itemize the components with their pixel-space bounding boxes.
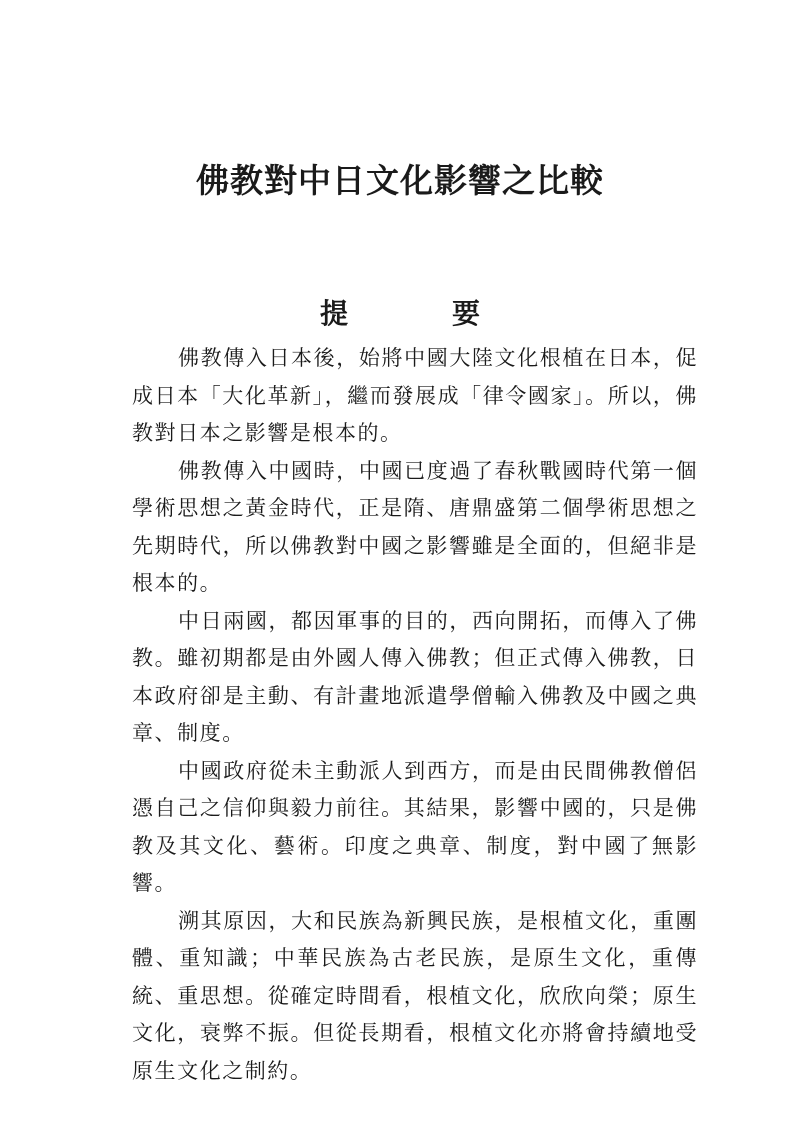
paragraph-4: 中國政府從未主動派人到西方，而是由民間佛教僧侶憑自己之信仰與毅力前往。其結果，影響中國的，只是佛教及其文化、藝術。印度之典章、制度，對中國了無影響。 [132, 758, 698, 895]
paragraph-5: 溯其原因，大和民族為新興民族，是根植文化，重團體、重知識；中華民族為古老民族，是原生文化，重傳統、重思想。從確定時間看，根植文化，欣欣向榮；原生文化，衰弊不振。但從長期看，根植文化亦將會持續地受原生文化之制約。 [132, 908, 698, 1083]
paragraph-2: 佛教傳入中國時，中國已度過了春秋戰國時代第一個學術思想之黃金時代，正是隋、唐鼎盛第二個學術思想之先期時代，所以佛教對中國之影響雖是全面的，但絕非是根本的。 [132, 458, 698, 595]
page-title: 佛教對中日文化影響之比較 [196, 161, 604, 200]
abstract-body [132, 340, 698, 1090]
paragraph-1: 佛教傳入日本後，始將中國大陸文化根植在日本，促成日本「大化革新」，繼而發展成「律令國家」。所以，佛教對日本之影響是根本的。 [132, 346, 698, 445]
paragraph-3: 中日兩國，都因軍事的目的，西向開拓，而傳入了佛教。雖初期都是由外國人傳入佛教；但正式傳入佛教，日本政府卻是主動、有計畫地派遣學僧輸入佛教及中國之典章、制度。 [132, 608, 698, 745]
section-heading-abstract: 提 要 [319, 297, 518, 330]
